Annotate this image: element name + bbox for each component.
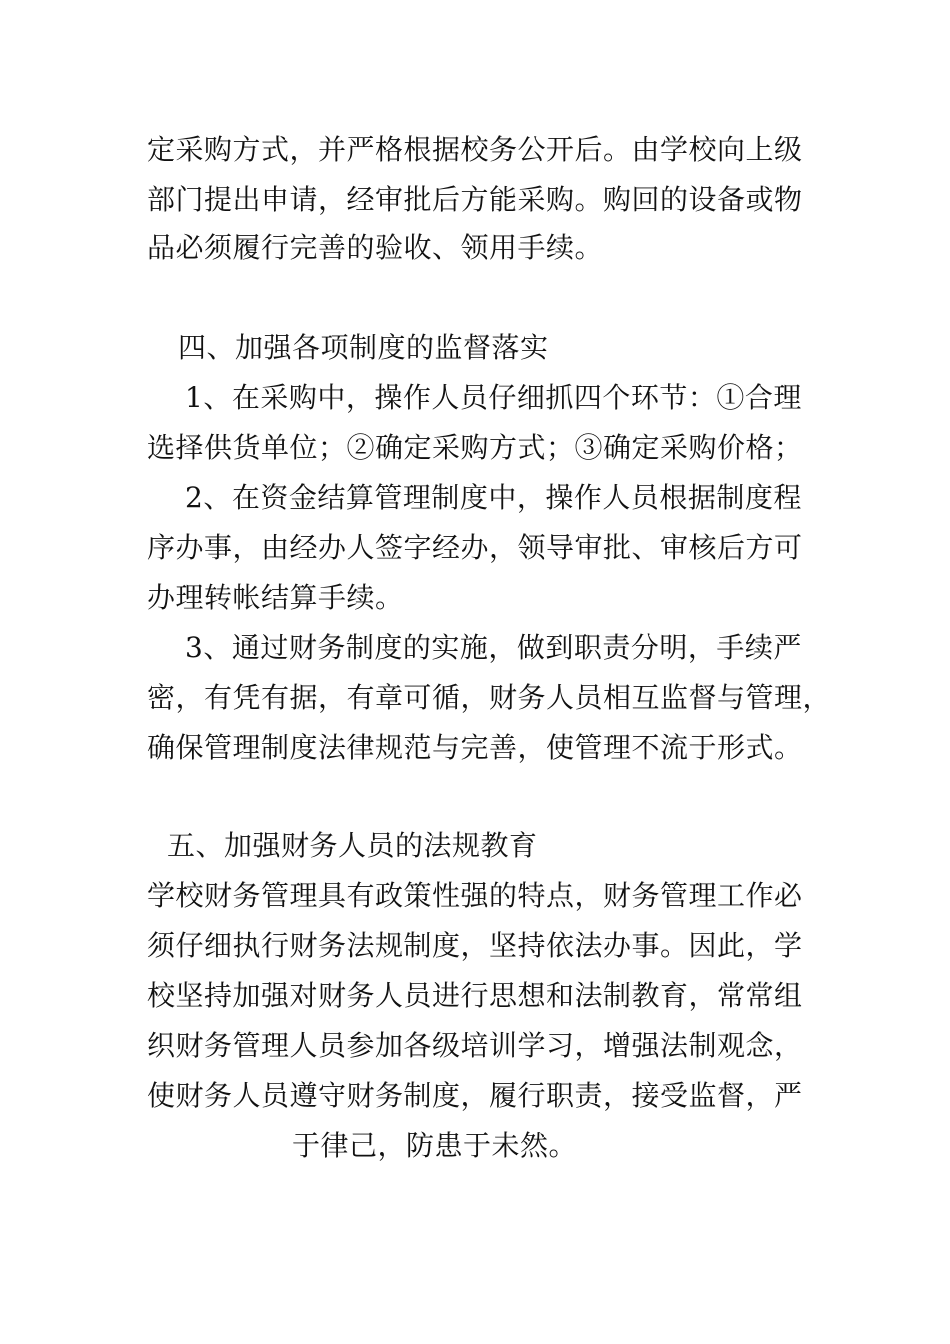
section-heading: 五、加强财务人员的法规教育 (167, 829, 538, 862)
paragraph-line: 品必须履行完善的验收、领用手续。 (147, 231, 604, 264)
list-item-line: 选择供货单位；②确定采购方式；③确定采购价格； (147, 431, 803, 464)
paragraph-line: 部门提出申请，经审批后方能采购。购回的设备或物 (147, 183, 803, 216)
list-item-line: 2、在资金结算管理制度中，操作人员根据制度程 (185, 481, 802, 514)
paragraph-line: 定采购方式，并严格根据校务公开后。由学校向上级 (147, 133, 803, 166)
section-heading: 四、加强各项制度的监督落实 (178, 331, 549, 364)
paragraph-line: 织财务管理人员参加各级培训学习，增强法制观念， (147, 1029, 803, 1062)
paragraph-line: 学校财务管理具有政策性强的特点，财务管理工作必 (147, 879, 803, 912)
list-item-line: 3、通过财务制度的实施，做到职责分明，手续严 (185, 631, 802, 664)
paragraph-line: 于律己，防患于未然。 (292, 1129, 578, 1162)
paragraph-line: 校坚持加强对财务人员进行思想和法制教育，常常组 (147, 979, 803, 1012)
list-item-line: 密，有凭有据，有章可循，财务人员相互监督与管理， (147, 681, 832, 714)
list-item-line: 确保管理制度法律规范与完善，使管理不流于形式。 (147, 731, 803, 764)
paragraph-line: 须仔细执行财务法规制度，坚持依法办事。因此，学 (147, 929, 803, 962)
list-item-line: 序办事，由经办人签字经办，领导审批、审核后方可 (147, 531, 803, 564)
paragraph-line: 使财务人员遵守财务制度，履行职责，接受监督，严 (147, 1079, 803, 1112)
list-item-line: 1、在采购中，操作人员仔细抓四个环节：①合理 (185, 381, 802, 414)
list-item-line: 办理转帐结算手续。 (147, 581, 404, 614)
